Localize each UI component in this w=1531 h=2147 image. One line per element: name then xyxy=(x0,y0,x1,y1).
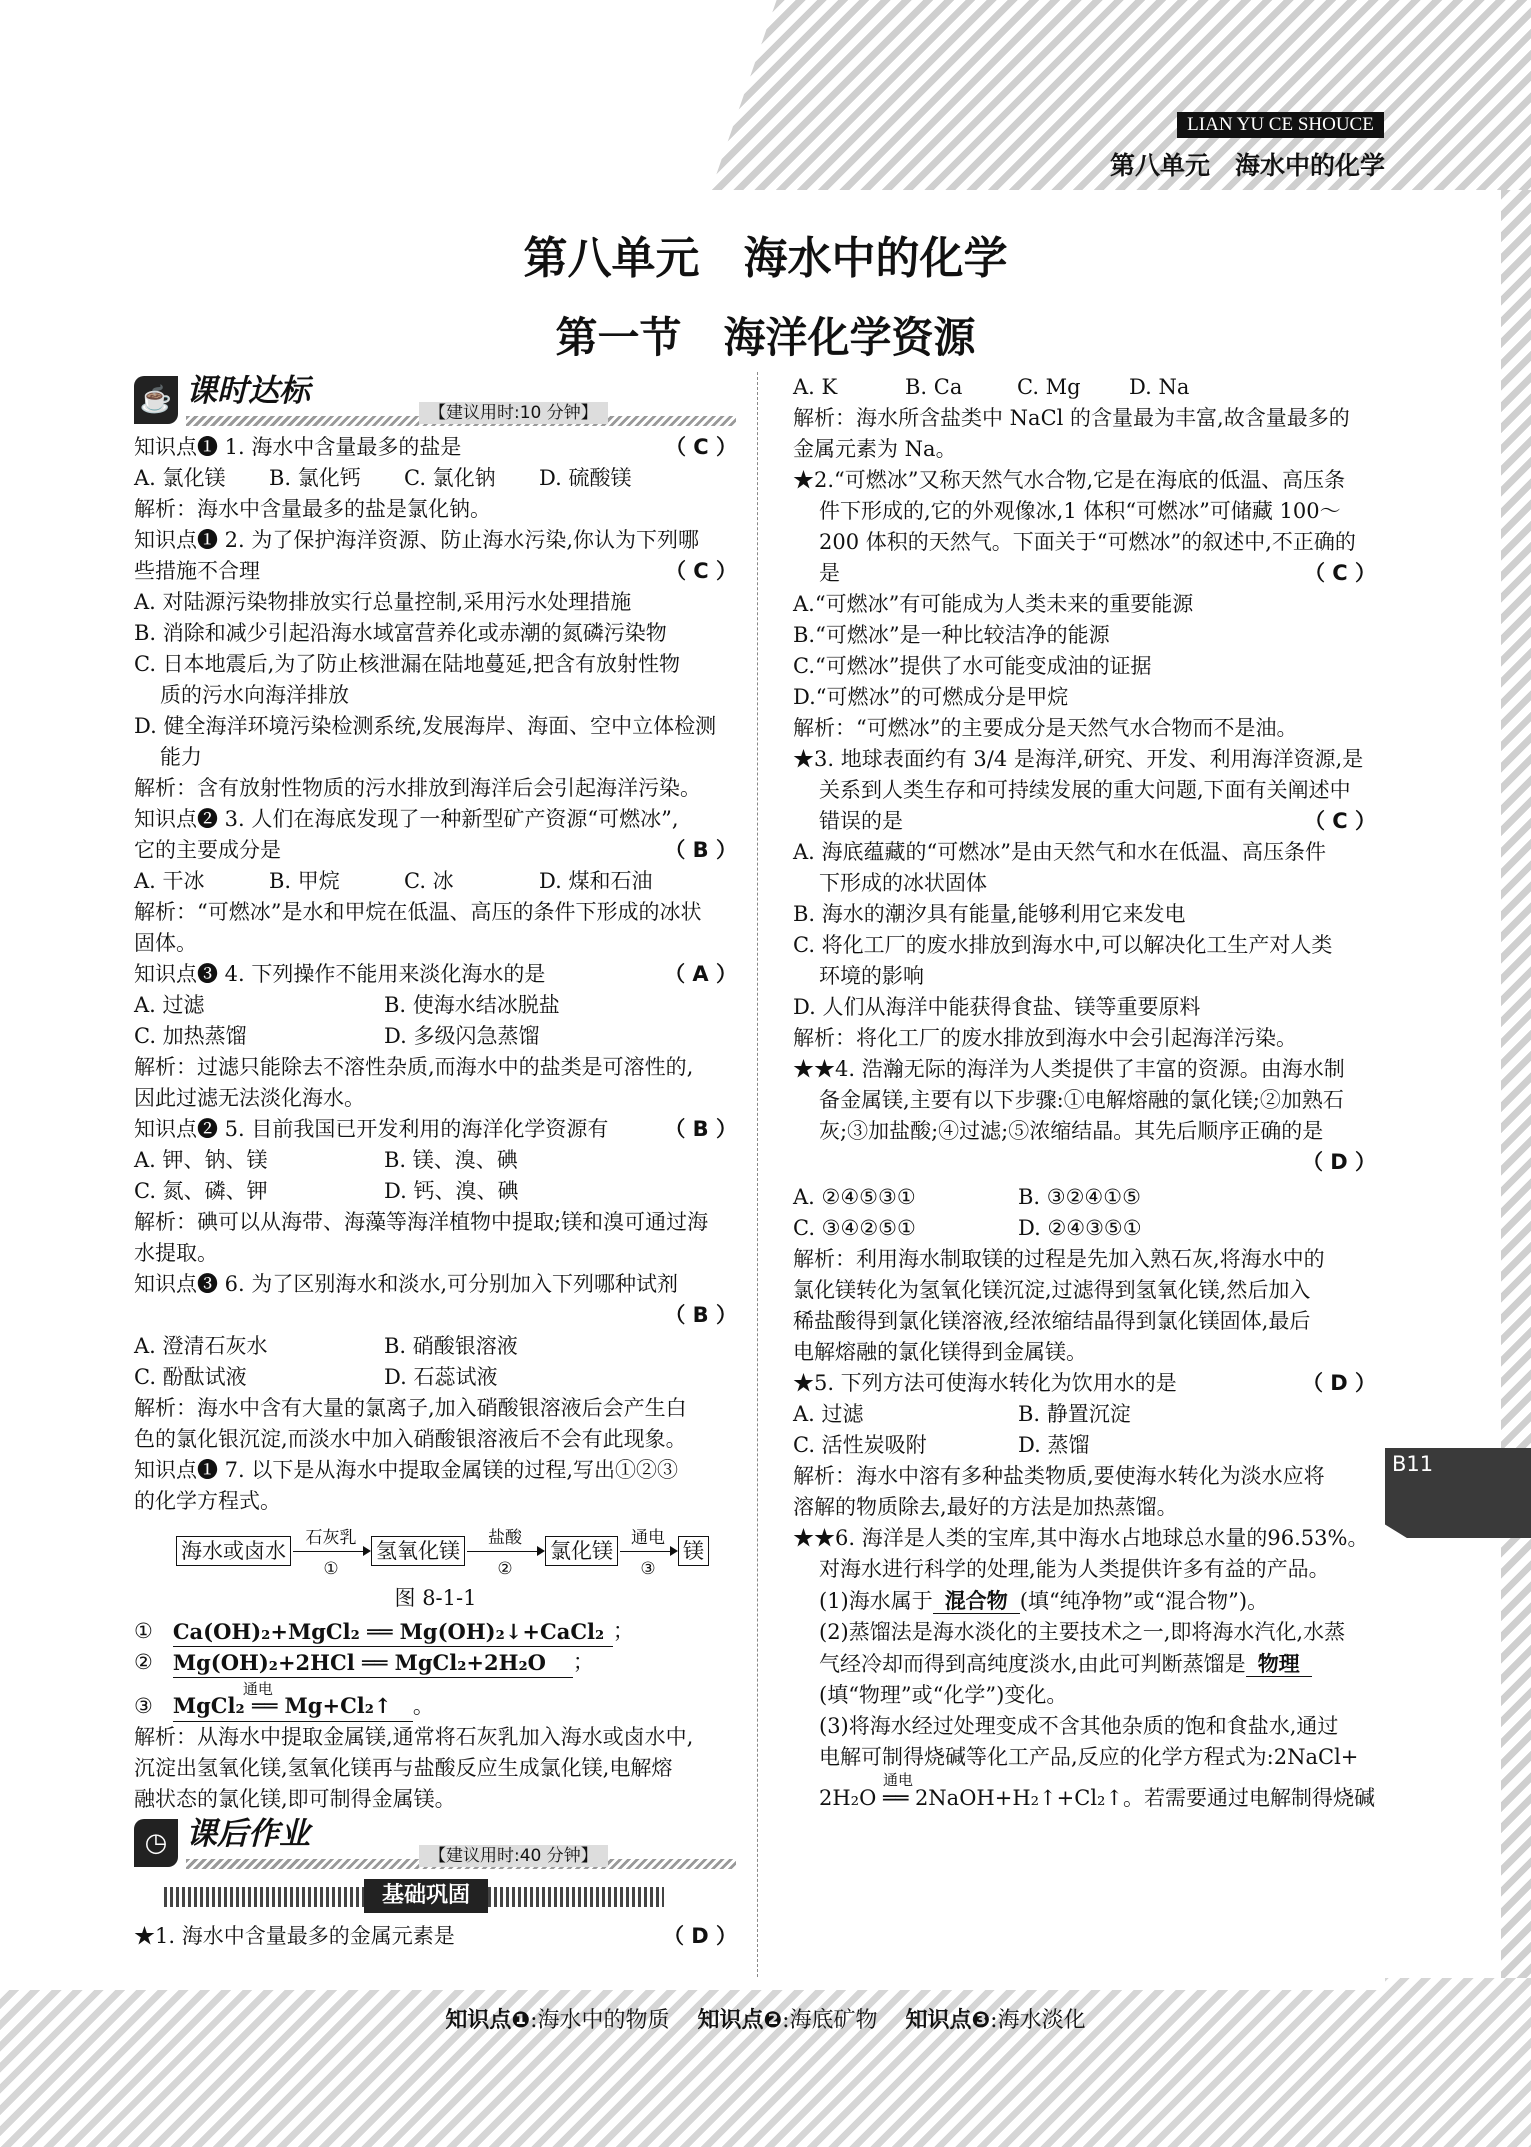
question-text: ★★6. 海洋是人类的宝库,其中海水占地球总水量的96.53%。 xyxy=(793,1526,1369,1550)
analysis: 解析：海水中含有大量的氯离子,加入硝酸银溶液后会产生白 xyxy=(134,1396,687,1420)
legend-key: 知识点❶ xyxy=(445,2008,531,2033)
unit-title: 第八单元 海水中的化学 xyxy=(523,233,1008,284)
analysis-continued: 稀盐酸得到氯化镁溶液,经浓缩结晶得到氯化镁固体,最后 xyxy=(793,1309,1311,1333)
option: A. 过滤 xyxy=(793,1402,864,1426)
analysis-continued: 水提取。 xyxy=(134,1241,218,1265)
question-text: 些措施不合理 xyxy=(134,559,260,583)
analysis: 解析：碘可以从海带、海藻等海洋植物中提取;镁和溴可通过海 xyxy=(134,1210,709,1234)
text: 气经冷却而得到高纯度淡水,由此可判断蒸馏是 xyxy=(819,1652,1246,1676)
analysis: 解析：含有放射性物质的污水排放到海洋后会引起海洋污染。 xyxy=(134,776,701,800)
sub-question xyxy=(793,1771,1376,1814)
banner-title: 课时达标 xyxy=(186,373,310,409)
eq-end: ； xyxy=(572,1650,594,1674)
arrow-step: ① xyxy=(323,1559,339,1579)
eq-condition: 通电 xyxy=(883,1771,914,1789)
legend-text: :海水淡化 xyxy=(990,2008,1086,2033)
analysis-continued: 氯化镁转化为氢氧化镁沉淀,过滤得到氢氧化镁,然后加入 xyxy=(793,1278,1311,1302)
option: C. 活性炭吸附 xyxy=(793,1433,927,1457)
text: 2H₂O ══ 2NaOH+H₂↑+Cl₂↑。若需要通过电解制得烧碱 xyxy=(819,1786,1376,1810)
question xyxy=(793,806,1376,837)
options xyxy=(134,1176,737,1207)
option: B. 消除和减少引起沿海水域富营养化或赤潮的氮磷污染物 xyxy=(134,621,667,645)
question xyxy=(134,1114,737,1145)
sub-question: (2)蒸馏法是海水淡化的主要技术之一,即将海水汽化,水蒸 xyxy=(819,1620,1346,1644)
flow-box: 镁 xyxy=(678,1536,709,1566)
option-continued: 下形成的冰状固体 xyxy=(819,871,987,895)
question-text: 知识点❶ 7. 以下是从海水中提取金属镁的过程,写出①②③ xyxy=(134,1458,679,1482)
question xyxy=(134,432,737,463)
question-text: 关系到人类生存和可持续发展的重大问题,下面有关阐述中 xyxy=(819,778,1351,802)
answer: （ D ） xyxy=(1301,1371,1376,1395)
column-divider xyxy=(757,372,758,1977)
banner-class-practice xyxy=(134,372,737,430)
fill-answer: 物理 xyxy=(1246,1651,1312,1677)
option: D. 硫酸镁 xyxy=(539,466,632,490)
question-text: ★★4. 浩瀚无际的海洋为人类提供了丰富的资源。由海水制 xyxy=(793,1057,1345,1081)
eq-answer: Ca(OH)₂+MgCl₂ ══ Mg(OH)₂↓+CaCl₂ xyxy=(173,1616,613,1647)
option: D. 健全海洋环境污染检测系统,发展海岸、海面、空中立体检测 xyxy=(134,714,717,738)
process-flow-diagram xyxy=(176,1521,737,1581)
question-text: 件下形成的,它的外观像冰,1 体积“可燃冰”可储藏 100～ xyxy=(819,499,1341,523)
question-text: 灰;③加盐酸;④过滤;⑤浓缩结晶。其先后顺序正确的是 xyxy=(819,1119,1324,1143)
series-name: LIAN YU CE SHOUCE xyxy=(1177,112,1384,138)
cup-icon: ☕ xyxy=(134,376,178,424)
legend-text: :海底矿物 xyxy=(782,2008,878,2033)
option: D. ②④③⑤① xyxy=(1018,1216,1142,1240)
option: C. 加热蒸馏 xyxy=(134,1024,247,1048)
option: A. 对陆源污染物排放实行总量控制,采用污水处理措施 xyxy=(134,590,632,614)
option: A. 海底蕴藏的“可燃冰”是由天然气和水在低温、高压条件 xyxy=(793,840,1326,864)
analysis: 解析：海水中溶有多种盐类物质,要使海水转化为淡水应将 xyxy=(793,1464,1325,1488)
analysis-continued: 电解熔融的氯化镁得到金属镁。 xyxy=(793,1340,1087,1364)
answer: （ B ） xyxy=(664,1117,737,1141)
arrow-step: ② xyxy=(497,1559,513,1579)
options xyxy=(134,866,737,897)
option: B. 静置沉淀 xyxy=(1018,1402,1131,1426)
eq-number: ③ xyxy=(134,1694,153,1718)
question xyxy=(134,1300,737,1331)
option: D. 煤和石油 xyxy=(539,869,653,893)
options xyxy=(134,1021,737,1052)
equation xyxy=(134,1647,737,1678)
option: C. 氯化钠 xyxy=(404,466,496,490)
analysis-continued: 溶解的物质除去,最好的方法是加热蒸馏。 xyxy=(793,1495,1178,1519)
running-head: 第八单元 海水中的化学 xyxy=(1109,151,1385,180)
legend-key: 知识点❷ xyxy=(697,2008,783,2033)
options xyxy=(134,1145,737,1176)
question-text: 知识点❸ 6. 为了区别海水和淡水,可分别加入下列哪种试剂 xyxy=(134,1272,679,1296)
eq-answer-wrap xyxy=(172,1680,413,1722)
sub-question xyxy=(793,1648,1376,1680)
clock-icon: ◷ xyxy=(134,1819,178,1867)
options xyxy=(793,1430,1376,1461)
option-continued: 环境的影响 xyxy=(819,964,924,988)
option: C. Mg xyxy=(1017,375,1081,399)
option: A. 干冰 xyxy=(134,869,205,893)
option: B. 海水的潮汐具有能量,能够利用它来发电 xyxy=(793,902,1186,926)
question xyxy=(134,1921,737,1952)
option: A. 澄清石灰水 xyxy=(134,1334,268,1358)
analysis-continued: 融状态的氯化镁,即可制得金属镁。 xyxy=(134,1787,456,1811)
footer-legend xyxy=(0,2003,1531,2034)
flow-arrow xyxy=(618,1521,678,1581)
question-text: 对海水进行科学的处理,能为人类提供许多有益的产品。 xyxy=(819,1557,1330,1581)
flow-arrow xyxy=(465,1521,545,1581)
option: A. 钾、钠、镁 xyxy=(134,1148,268,1172)
analysis: 解析：“可燃冰”是水和甲烷在低温、高压的条件下形成的冰状 xyxy=(134,900,702,924)
banner-time-note: 【建议用时:40 分钟】 xyxy=(419,1845,608,1867)
question-text: ★2.“可燃冰”又称天然气水合物,它是在海底的低温、高压条 xyxy=(793,468,1346,492)
question-text: 错误的是 xyxy=(819,809,903,833)
equation xyxy=(134,1616,737,1647)
option: C. 酚酞试液 xyxy=(134,1365,247,1389)
sub-banner-label: 基础巩固 xyxy=(364,1879,488,1913)
answer: （ B ） xyxy=(664,1303,737,1327)
analysis-continued: 金属元素为 Na。 xyxy=(793,437,957,461)
option: D. 蒸馏 xyxy=(1018,1433,1090,1457)
right-column xyxy=(793,372,1376,1814)
analysis: 解析：海水所含盐类中 NaCl 的含量最为丰富,故含量最多的 xyxy=(793,406,1350,430)
eq-number: ② xyxy=(134,1650,153,1674)
fill-answer: 混合物 xyxy=(933,1588,1020,1614)
option-continued: 质的污水向海洋排放 xyxy=(160,683,349,707)
banner-time-note: 【建议用时:10 分钟】 xyxy=(419,402,608,424)
right-stripe-decoration xyxy=(1501,190,1531,1980)
option: C. 冰 xyxy=(404,869,454,893)
option: C. 将化工厂的废水排放到海水中,可以解决化工生产对人类 xyxy=(793,933,1333,957)
option-continued: 能力 xyxy=(160,745,202,769)
question-text: 知识点❸ 4. 下列操作不能用来淡化海水的是 xyxy=(134,962,546,986)
sub-question xyxy=(793,1585,1376,1617)
options xyxy=(793,1399,1376,1430)
answer: （ C ） xyxy=(664,435,737,459)
options xyxy=(134,990,737,1021)
analysis: 解析：从海水中提取金属镁,通常将石灰乳加入海水或卤水中, xyxy=(134,1725,694,1749)
option: A. ②④⑤③① xyxy=(793,1185,916,1209)
text: (填“纯净物”或“混合物”)。 xyxy=(1019,1589,1269,1613)
question-text: ★1. 海水中含量最多的金属元素是 xyxy=(134,1924,455,1948)
eq-end: 。 xyxy=(412,1694,434,1718)
arrow-label: 通电 xyxy=(631,1528,665,1548)
flow-box: 海水或卤水 xyxy=(176,1536,291,1566)
flow-arrow xyxy=(291,1521,371,1581)
option: B. 甲烷 xyxy=(269,869,340,893)
page-number: B11 xyxy=(1392,1452,1434,1476)
option: B. 使海水结冰脱盐 xyxy=(384,993,560,1017)
question-text: 200 体积的天然气。下面关于“可燃冰”的叙述中,不正确的 xyxy=(819,530,1356,554)
analysis: 解析：利用海水制取镁的过程是先加入熟石灰,将海水中的 xyxy=(793,1247,1325,1271)
option: B. 镁、溴、碘 xyxy=(384,1148,518,1172)
question xyxy=(134,835,737,866)
option: D. 钙、溴、碘 xyxy=(384,1179,519,1203)
sub-banner-basics xyxy=(134,1877,737,1917)
equation xyxy=(134,1678,737,1722)
answer: （ B ） xyxy=(664,838,737,862)
question xyxy=(793,1147,1376,1178)
eq-end: ； xyxy=(612,1619,634,1643)
sub-question: (填“物理”或“化学”)变化。 xyxy=(819,1683,1068,1707)
option: D.“可燃冰”的可燃成分是甲烷 xyxy=(793,685,1069,709)
option: A. 过滤 xyxy=(134,993,205,1017)
analysis-continued: 固体。 xyxy=(134,931,197,955)
eq-condition: 通电 xyxy=(242,1680,273,1698)
analysis-continued: 因此过滤无法淡化海水。 xyxy=(134,1086,365,1110)
question-text: 知识点❶ 2. 为了保护海洋资源、防止海水污染,你认为下列哪 xyxy=(134,528,700,552)
sub-question: 电解可制得烧碱等化工产品,反应的化学方程式为:2NaCl+ xyxy=(819,1745,1359,1769)
section-title: 第一节 海洋化学资源 xyxy=(555,313,976,362)
answer: （ C ） xyxy=(1303,809,1376,833)
option: C.“可燃冰”提供了水可能变成油的证据 xyxy=(793,654,1152,678)
analysis: 解析：“可燃冰”的主要成分是天然气水合物而不是油。 xyxy=(793,716,1298,740)
option: A. K xyxy=(793,375,838,399)
arrow-label: 石灰乳 xyxy=(305,1528,357,1548)
option: D. 人们从海洋中能获得食盐、镁等重要原料 xyxy=(793,995,1201,1019)
left-column xyxy=(134,372,737,1952)
text: (1)海水属于 xyxy=(819,1589,933,1613)
option: D. 多级闪急蒸馏 xyxy=(384,1024,540,1048)
question-text: ★5. 下列方法可使海水转化为饮用水的是 xyxy=(793,1371,1177,1395)
options xyxy=(793,372,1376,403)
question-text: 知识点❷ 3. 人们在海底发现了一种新型矿产资源“可燃冰”, xyxy=(134,807,679,831)
option: B. 氯化钙 xyxy=(269,466,361,490)
analysis: 解析：过滤只能除去不溶性杂质,而海水中的盐类是可溶性的, xyxy=(134,1055,694,1079)
options xyxy=(134,1362,737,1393)
answer: （ D ） xyxy=(1301,1150,1376,1174)
option: D. Na xyxy=(1129,375,1190,399)
option: C. ③④②⑤① xyxy=(793,1216,916,1240)
answer: （ C ） xyxy=(664,559,737,583)
flow-box: 氢氧化镁 xyxy=(371,1536,465,1566)
arrow-label: 盐酸 xyxy=(488,1528,522,1548)
option: B.“可燃冰”是一种比较洁净的能源 xyxy=(793,623,1110,647)
question-text: ★3. 地球表面约有 3/4 是海洋,研究、开发、利用海洋资源,是 xyxy=(793,747,1364,771)
option: B. 硝酸银溶液 xyxy=(384,1334,518,1358)
question xyxy=(793,1368,1376,1399)
question-text: 知识点❷ 5. 目前我国已开发利用的海洋化学资源有 xyxy=(134,1117,609,1141)
eq-number: ① xyxy=(134,1619,153,1643)
arrow-line xyxy=(620,1551,672,1552)
eq-answer: Mg(OH)₂+2HCl ══ MgCl₂+2H₂O xyxy=(173,1647,573,1678)
figure-caption: 图 8-1-1 xyxy=(394,1586,477,1610)
option: C. 氮、磷、钾 xyxy=(134,1179,268,1203)
analysis: 解析：海水中含量最多的盐是氯化钠。 xyxy=(134,497,491,521)
banner-homework xyxy=(134,1815,737,1873)
banner-title: 课后作业 xyxy=(186,1816,310,1852)
arrow-line xyxy=(467,1551,539,1552)
question-text: 备金属镁,主要有以下步骤:①电解熔融的氯化镁;②加熟石 xyxy=(819,1088,1344,1112)
option: B. Ca xyxy=(905,375,963,399)
question xyxy=(793,558,1376,589)
analysis: 解析：将化工厂的废水排放到海水中会引起海洋污染。 xyxy=(793,1026,1297,1050)
options xyxy=(134,1331,737,1362)
arrow-step: ③ xyxy=(640,1559,656,1579)
arrow-line xyxy=(293,1551,365,1552)
option: C. 日本地震后,为了防止核泄漏在陆地蔓延,把含有放射性物 xyxy=(134,652,681,676)
eq-answer: MgCl₂ ══ Mg+Cl₂↑ xyxy=(172,1693,392,1718)
question xyxy=(134,959,737,990)
legend-key: 知识点❸ xyxy=(905,2008,991,2033)
analysis-continued: 沉淀出氢氧化镁,氢氧化镁再与盐酸反应生成氯化镁,电解熔 xyxy=(134,1756,673,1780)
answer: （ A ） xyxy=(664,962,737,986)
flow-box: 氯化镁 xyxy=(545,1536,618,1566)
answer: （ D ） xyxy=(662,1924,737,1948)
options xyxy=(793,1213,1376,1244)
question-text: 知识点❶ 1. 海水中含量最多的盐是 xyxy=(134,435,462,459)
option: A. 氯化镁 xyxy=(134,466,226,490)
options xyxy=(134,463,737,494)
option: D. 石蕊试液 xyxy=(384,1365,498,1389)
sub-question: (3)将海水经过处理变成不含其他杂质的饱和食盐水,通过 xyxy=(819,1714,1339,1738)
legend-text: :海水中的物质 xyxy=(530,2008,670,2033)
option: B. ③②④①⑤ xyxy=(1018,1185,1141,1209)
answer: （ C ） xyxy=(1303,561,1376,585)
option: A.“可燃冰”有可能成为人类未来的重要能源 xyxy=(793,592,1194,616)
question-text: 它的主要成分是 xyxy=(134,838,281,862)
options xyxy=(793,1182,1376,1213)
question xyxy=(134,556,737,587)
question-text: 的化学方程式。 xyxy=(134,1489,281,1513)
question-text: 是 xyxy=(819,561,840,585)
analysis-continued: 色的氯化银沉淀,而淡水中加入硝酸银溶液后不会有此现象。 xyxy=(134,1427,687,1451)
